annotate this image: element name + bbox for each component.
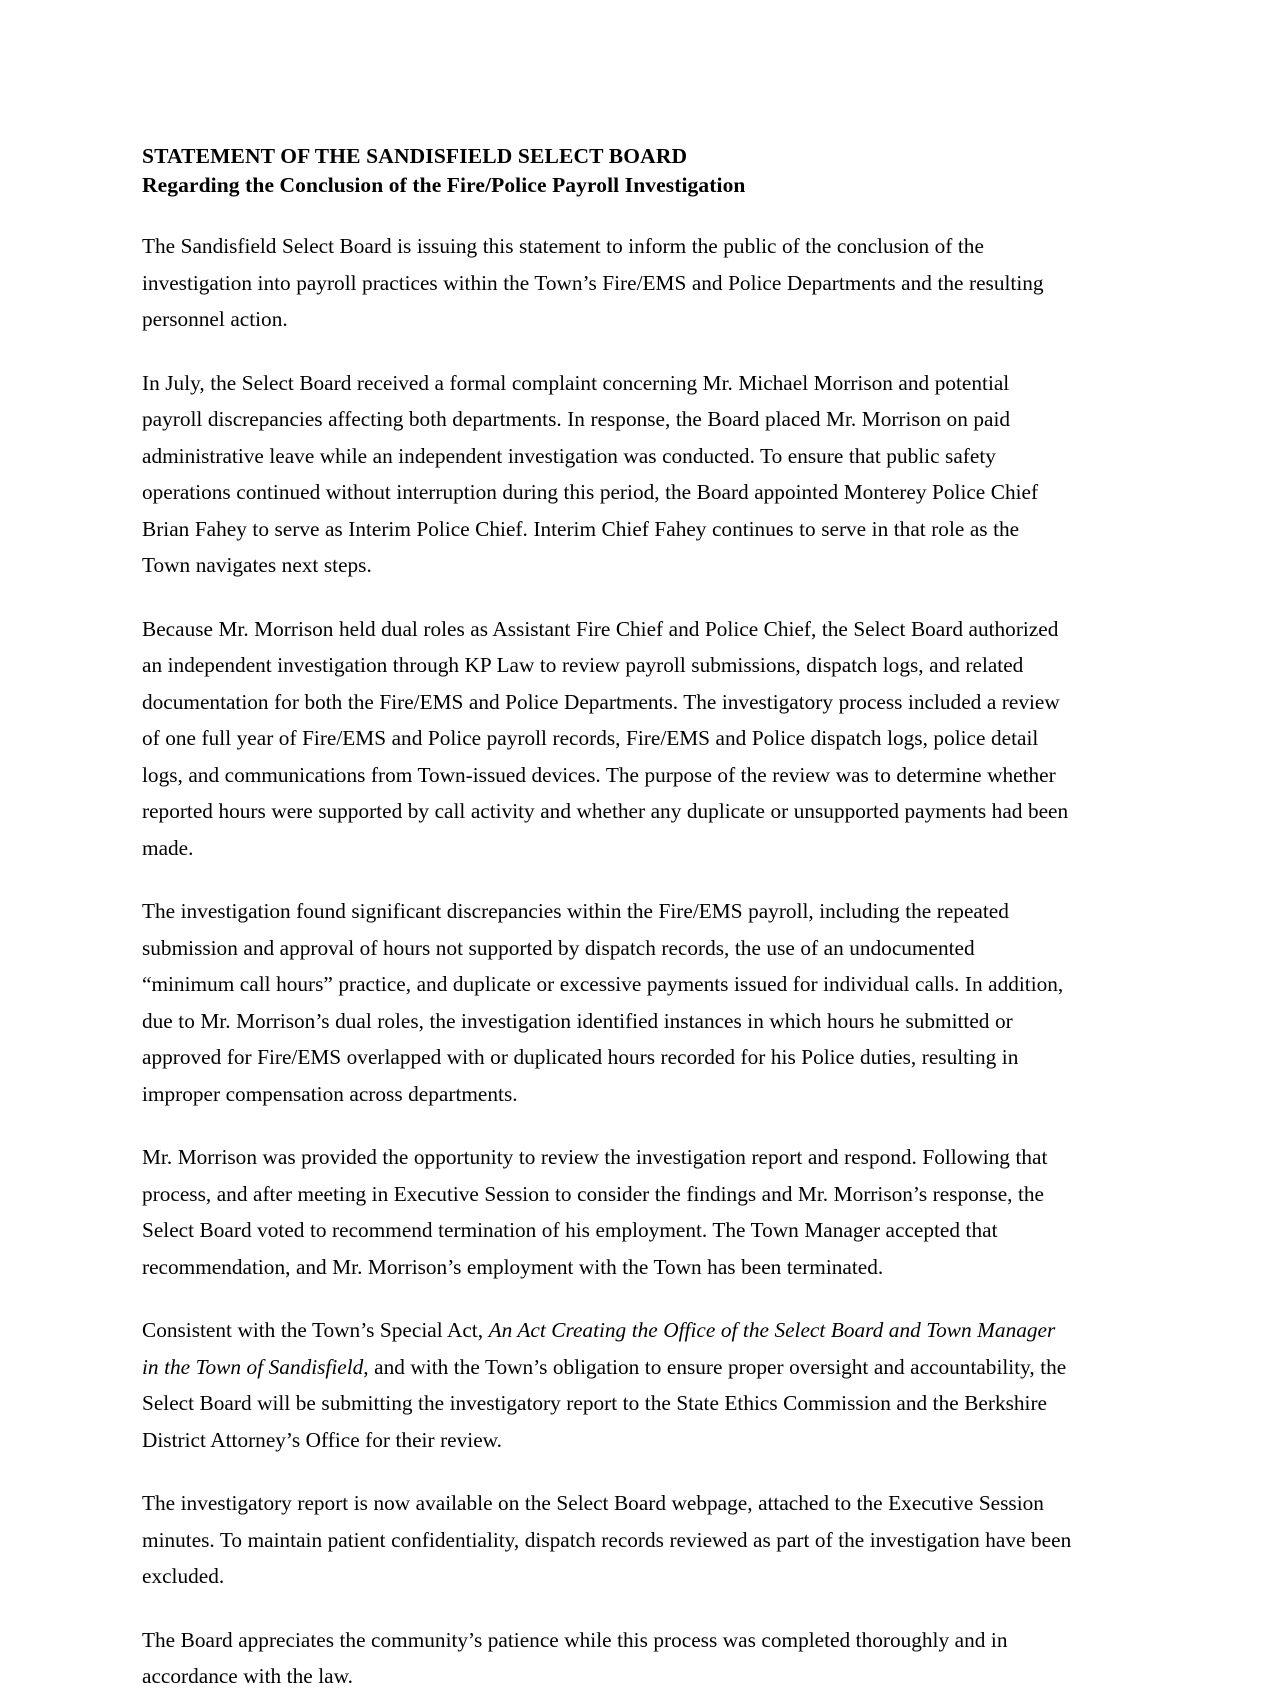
page-subtitle: Regarding the Conclusion of the Fire/Police Payroll Investigation <box>142 173 746 197</box>
paragraph-6 <box>142 1312 1072 1458</box>
paragraph-7: The investigatory report is now available on the Select Board webpage, attached to the Executive Session minutes. To maintain patient confidentiality, dispatch records reviewed as part of the investigation have been excluded. <box>142 1491 1072 1588</box>
document-heading <box>142 142 1072 200</box>
paragraph-1: The Sandisfield Select Board is issuing this statement to inform the public of the conclusion of the investigation into payroll practices within the Town’s Fire/EMS and Police Departments and the resulting personnel action. <box>142 234 1044 331</box>
paragraph-2: In July, the Select Board received a formal complaint concerning Mr. Michael Morrison and potential payroll discrepancies affecting both departments. In response, the Board placed Mr. Morrison on paid administrative leave while an independent investigation was conducted. To ensure that public safety operations continued without interruption during this period, the Board appointed Monterey Police Chief Brian Fahey to serve as Interim Police Chief. Interim Chief Fahey continues to serve in that role as the Town navigates next steps. <box>142 370 1039 577</box>
paragraph-5: Mr. Morrison was provided the opportunity to review the investigation report and respond. Following that process, and after meeting in Executive Session to consider the findings and Mr. Morrison’s response, the Select Board voted to recommend termination of his employment. The Town Manager accepted that recommendation, and Mr. Morrison’s employment with the Town has been terminated. <box>142 1145 1048 1279</box>
paragraph-4: The investigation found significant discrepancies within the Fire/EMS payroll, including the repeated submission and approval of hours not supported by dispatch records, the use of an undocumented “minimum call hours” practice, and duplicate or excessive payments issued for individual calls. In addition, due to Mr. Morrison’s dual roles, the investigation identified instances in which hours he submitted or approved for Fire/EMS overlapped with or duplicated hours recorded for his Police duties, resulting in improper compensation across departments. <box>142 899 1064 1106</box>
special-act-tail-text: , and with the Town’s obligation to ensure proper oversight and accountability, the Select Board will be submitting the investigatory report to the State Ethics Commission and the Berkshire District Attorney’s Office for their review. <box>142 1354 1067 1452</box>
special-act-lead-text: Consistent with the Town’s Special Act, <box>142 1318 489 1342</box>
paragraph-8: The Board appreciates the community’s patience while this process was completed thoroughly and in accordance with the law. <box>142 1627 1008 1688</box>
page-title: STATEMENT OF THE SANDISFIELD SELECT BOARD <box>142 144 688 168</box>
document-body <box>142 142 1072 1695</box>
paragraph-3: Because Mr. Morrison held dual roles as Assistant Fire Chief and Police Chief, the Select Board authorized an independent investigation through KP Law to review payroll submissions, dispatch logs, and related documentation for both the Fire/EMS and Police Departments. The investigatory process included a review of one full year of Fire/EMS and Police payroll records, Fire/EMS and Police dispatch logs, police detail logs, and communications from Town-issued devices. The purpose of the review was to determine whether reported hours were supported by call activity and whether any duplicate or unsupported payments had been made. <box>142 616 1069 860</box>
special-act-title: An Act Creating the Office of the Select Board and Town Manager in the Town of Sandisfield <box>142 1318 1056 1379</box>
